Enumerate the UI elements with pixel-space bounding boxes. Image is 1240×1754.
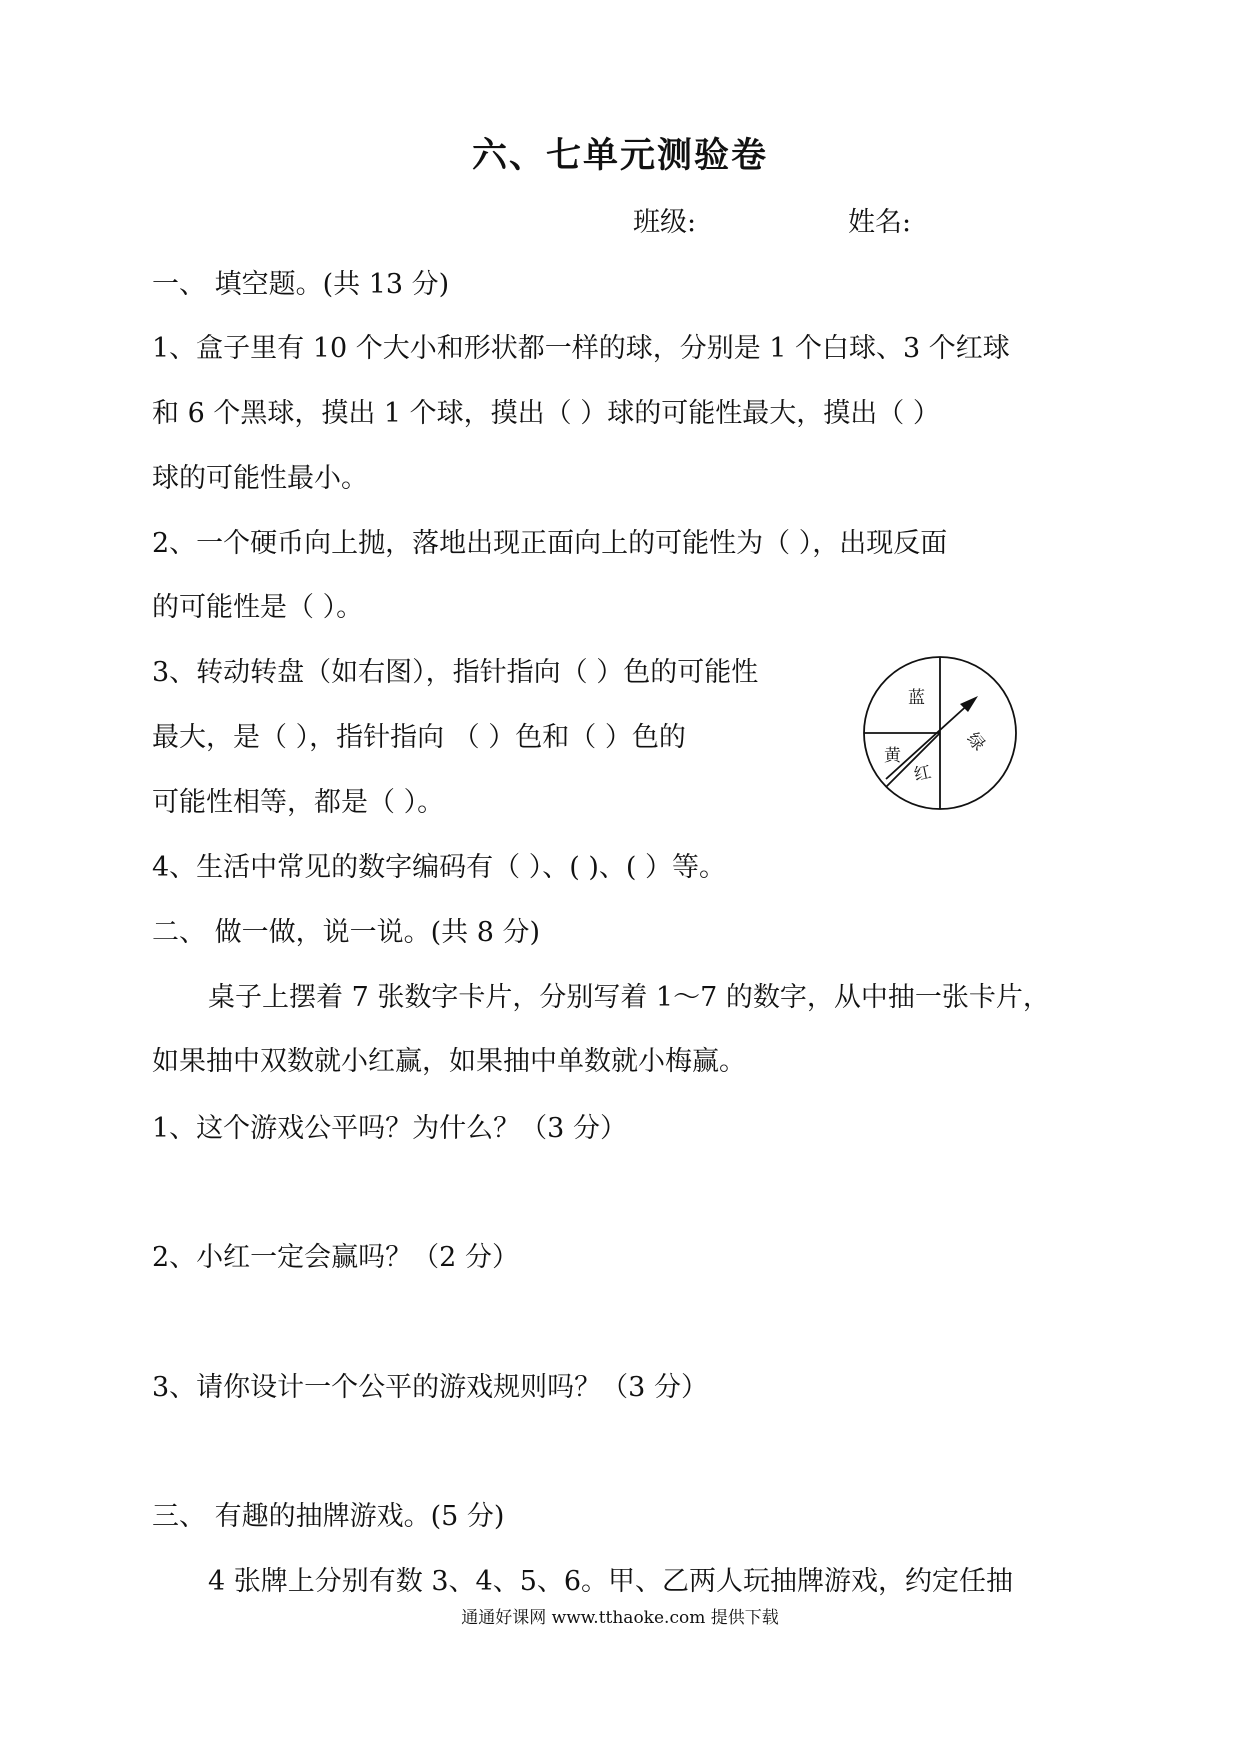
section2-heading: 二、 做一做，说一说。(共 8 分): [152, 917, 540, 948]
spinner-diagram: [862, 655, 1018, 811]
q3-line1: 3、转动转盘（如右图），指针指向（ ）色的可能性: [152, 657, 759, 688]
footer-credit: 通通好课网 www.tthaoke.com 提供下载: [461, 1608, 779, 1628]
q1-line1: 1、盒子里有 10 个大小和形状都一样的球，分别是 1 个白球、3 个红球: [152, 333, 1010, 364]
q1-line2: 和 6 个黑球，摸出 1 个球，摸出（ ）球的可能性最大，摸出（ ）: [152, 398, 940, 429]
name-label: 姓名:: [848, 207, 912, 238]
q4-line1: 4、生活中常见的数字编码有（ ）、( )、( ）等。: [152, 852, 727, 883]
spinner-label-red: 红: [912, 762, 934, 786]
section2-q3: 3、请你设计一个公平的游戏规则吗？（3 分）: [152, 1372, 708, 1403]
exam-title: 六、七单元测验卷: [471, 135, 768, 176]
q3-line2: 最大，是（ ），指针指向 （ ）色和（ ）色的: [152, 722, 686, 753]
spinner-label-green: 绿: [962, 729, 989, 755]
q2-line1: 2、一个硬币向上抛，落地出现正面向上的可能性为（ ），出现反面: [152, 528, 948, 559]
q2-line2: 的可能性是（ ）。: [152, 592, 364, 623]
class-label: 班级:: [633, 207, 697, 238]
section2-intro: 桌子上摆着 7 张数字卡片，分别写着 1～7 的数字，从中抽一张卡片，如果抽中双数就小红赢，如果抽中单数就小梅赢。: [152, 982, 1050, 1077]
section1-heading: 一、 填空题。(共 13 分): [152, 269, 450, 300]
q3-line3: 可能性相等，都是（ ）。: [152, 787, 445, 818]
section2-q2: 2、小红一定会赢吗？（2 分）: [152, 1242, 519, 1273]
section3-heading: 三、 有趣的抽牌游戏。(5 分): [152, 1501, 505, 1532]
section2-q1: 1、这个游戏公平吗？为什么？（3 分）: [152, 1113, 627, 1144]
section3-intro: 4 张牌上分别有数 3、4、5、6。甲、乙两人玩抽牌游戏，约定任抽: [208, 1566, 1014, 1597]
spinner-label-blue: 蓝: [908, 688, 925, 708]
spinner-label-yellow: 黄: [884, 746, 901, 766]
q1-line3: 球的可能性最小。: [152, 463, 368, 494]
